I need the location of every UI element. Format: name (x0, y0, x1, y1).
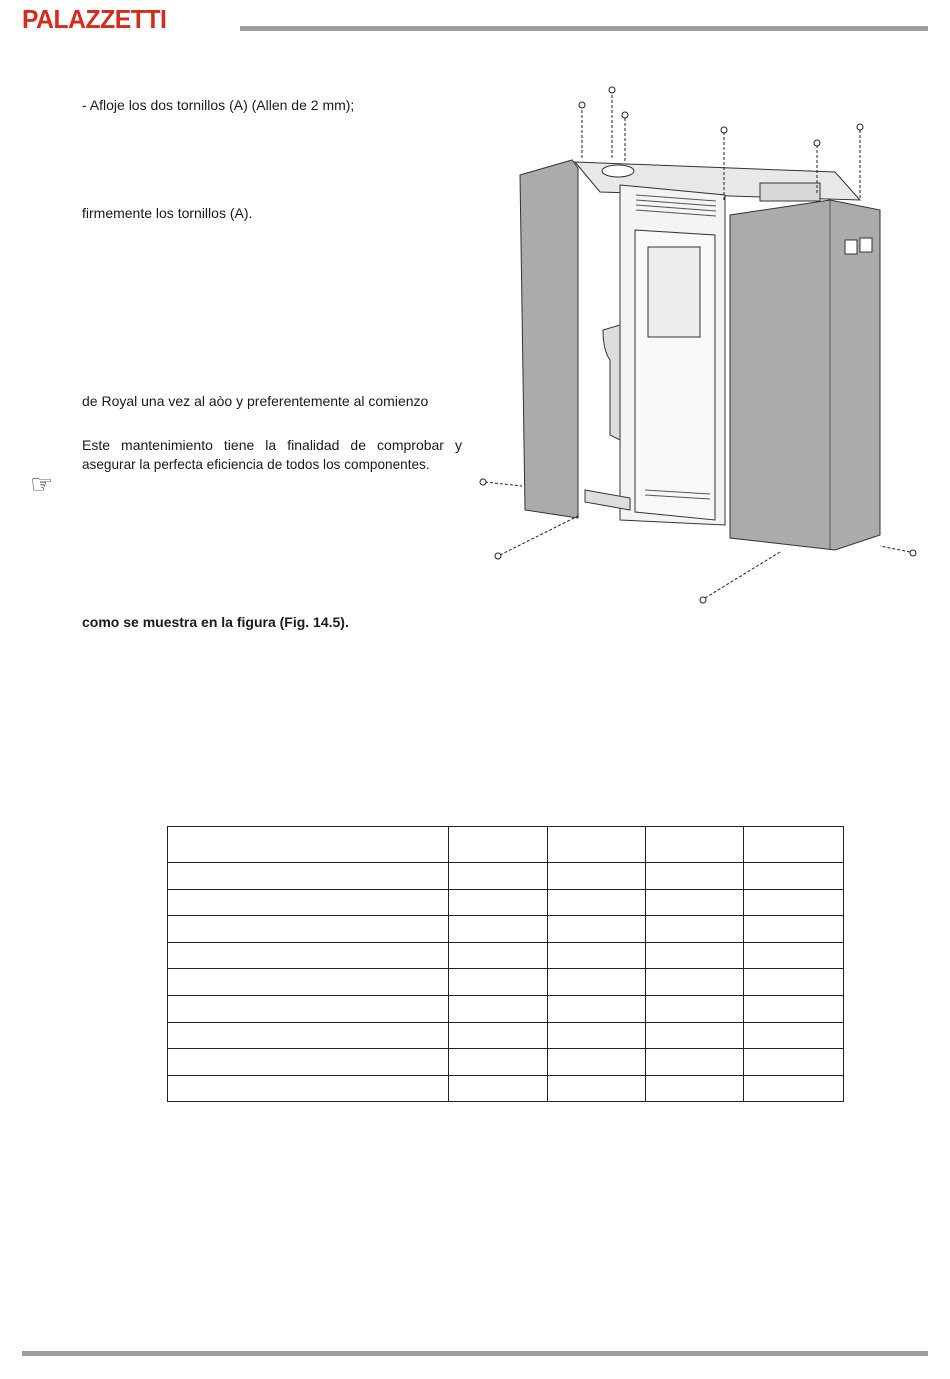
table-cell (449, 1022, 548, 1049)
table-cell (449, 1049, 548, 1076)
table-cell (646, 969, 744, 996)
table-cell (646, 889, 744, 916)
table-cell (744, 827, 844, 863)
pointing-hand-icon: ☞ (30, 470, 54, 500)
table-cell (449, 916, 548, 943)
flue-hole (602, 165, 634, 177)
table-cell (548, 889, 646, 916)
table-cell (744, 995, 844, 1022)
table-cell (646, 1075, 744, 1102)
table-cell (744, 863, 844, 890)
table-cell (168, 1075, 449, 1102)
table-cell (646, 916, 744, 943)
table-cell (548, 916, 646, 943)
table-cell (449, 995, 548, 1022)
footer-rule (22, 1351, 928, 1356)
header-rule (240, 26, 928, 31)
table-row (168, 1049, 844, 1076)
paragraph-line-2: asegurar la perfecta eficiencia de todos los componentes. (82, 457, 430, 472)
table-cell (548, 942, 646, 969)
table-cell (168, 995, 449, 1022)
table-cell (646, 827, 744, 863)
table-header-row (168, 827, 844, 863)
door-window (648, 247, 700, 337)
table-cell (744, 969, 844, 996)
instruction-line-3: de Royal una vez al aòo y preferentemente al comienzo (82, 393, 429, 409)
table-cell (744, 1022, 844, 1049)
table-row (168, 942, 844, 969)
table-cell (548, 1075, 646, 1102)
paragraph-line-1: Este mantenimiento tiene la finalidad de comprobar y (82, 437, 462, 453)
instruction-line-2: firmemente los tornillos (A). (82, 205, 253, 221)
table-cell (548, 863, 646, 890)
table-cell (168, 942, 449, 969)
table-cell (449, 889, 548, 916)
table-cell (548, 1022, 646, 1049)
table-cell (646, 1049, 744, 1076)
table-row (168, 863, 844, 890)
table-cell (548, 1049, 646, 1076)
table-cell (646, 1022, 744, 1049)
table-cell (744, 1049, 844, 1076)
table-cell (168, 889, 449, 916)
table-cell (744, 1075, 844, 1102)
brand-logo: PALAZZETTI (22, 4, 167, 34)
table-cell (744, 916, 844, 943)
table-row (168, 1022, 844, 1049)
table-cell (168, 1022, 449, 1049)
table-row (168, 1075, 844, 1102)
table-cell (168, 1049, 449, 1076)
table-cell (646, 942, 744, 969)
pellet-hopper (603, 325, 620, 440)
table-cell (548, 995, 646, 1022)
table-cell (449, 1075, 548, 1102)
table-row (168, 916, 844, 943)
maintenance-table (167, 826, 844, 1102)
table-cell (168, 969, 449, 996)
table-cell (744, 889, 844, 916)
left-side-panel (520, 160, 578, 518)
table-cell (168, 827, 449, 863)
table-cell (449, 863, 548, 890)
table-row (168, 889, 844, 916)
table-cell (449, 827, 548, 863)
table-cell (744, 942, 844, 969)
table-cell (449, 942, 548, 969)
table-row (168, 969, 844, 996)
table-cell (449, 969, 548, 996)
table-row (168, 995, 844, 1022)
table-cell (646, 995, 744, 1022)
instruction-line-1: - Afloje los dos tornillos (A) (Allen de 2 mm); (82, 97, 355, 113)
figure-caption: como se muestra en la figura (Fig. 14.5). (82, 614, 349, 630)
table-cell (548, 969, 646, 996)
table-cell (168, 916, 449, 943)
table-cell (168, 863, 449, 890)
table-cell (548, 827, 646, 863)
table-cell (646, 863, 744, 890)
stove-figure (470, 80, 930, 615)
top-lid (760, 183, 820, 201)
